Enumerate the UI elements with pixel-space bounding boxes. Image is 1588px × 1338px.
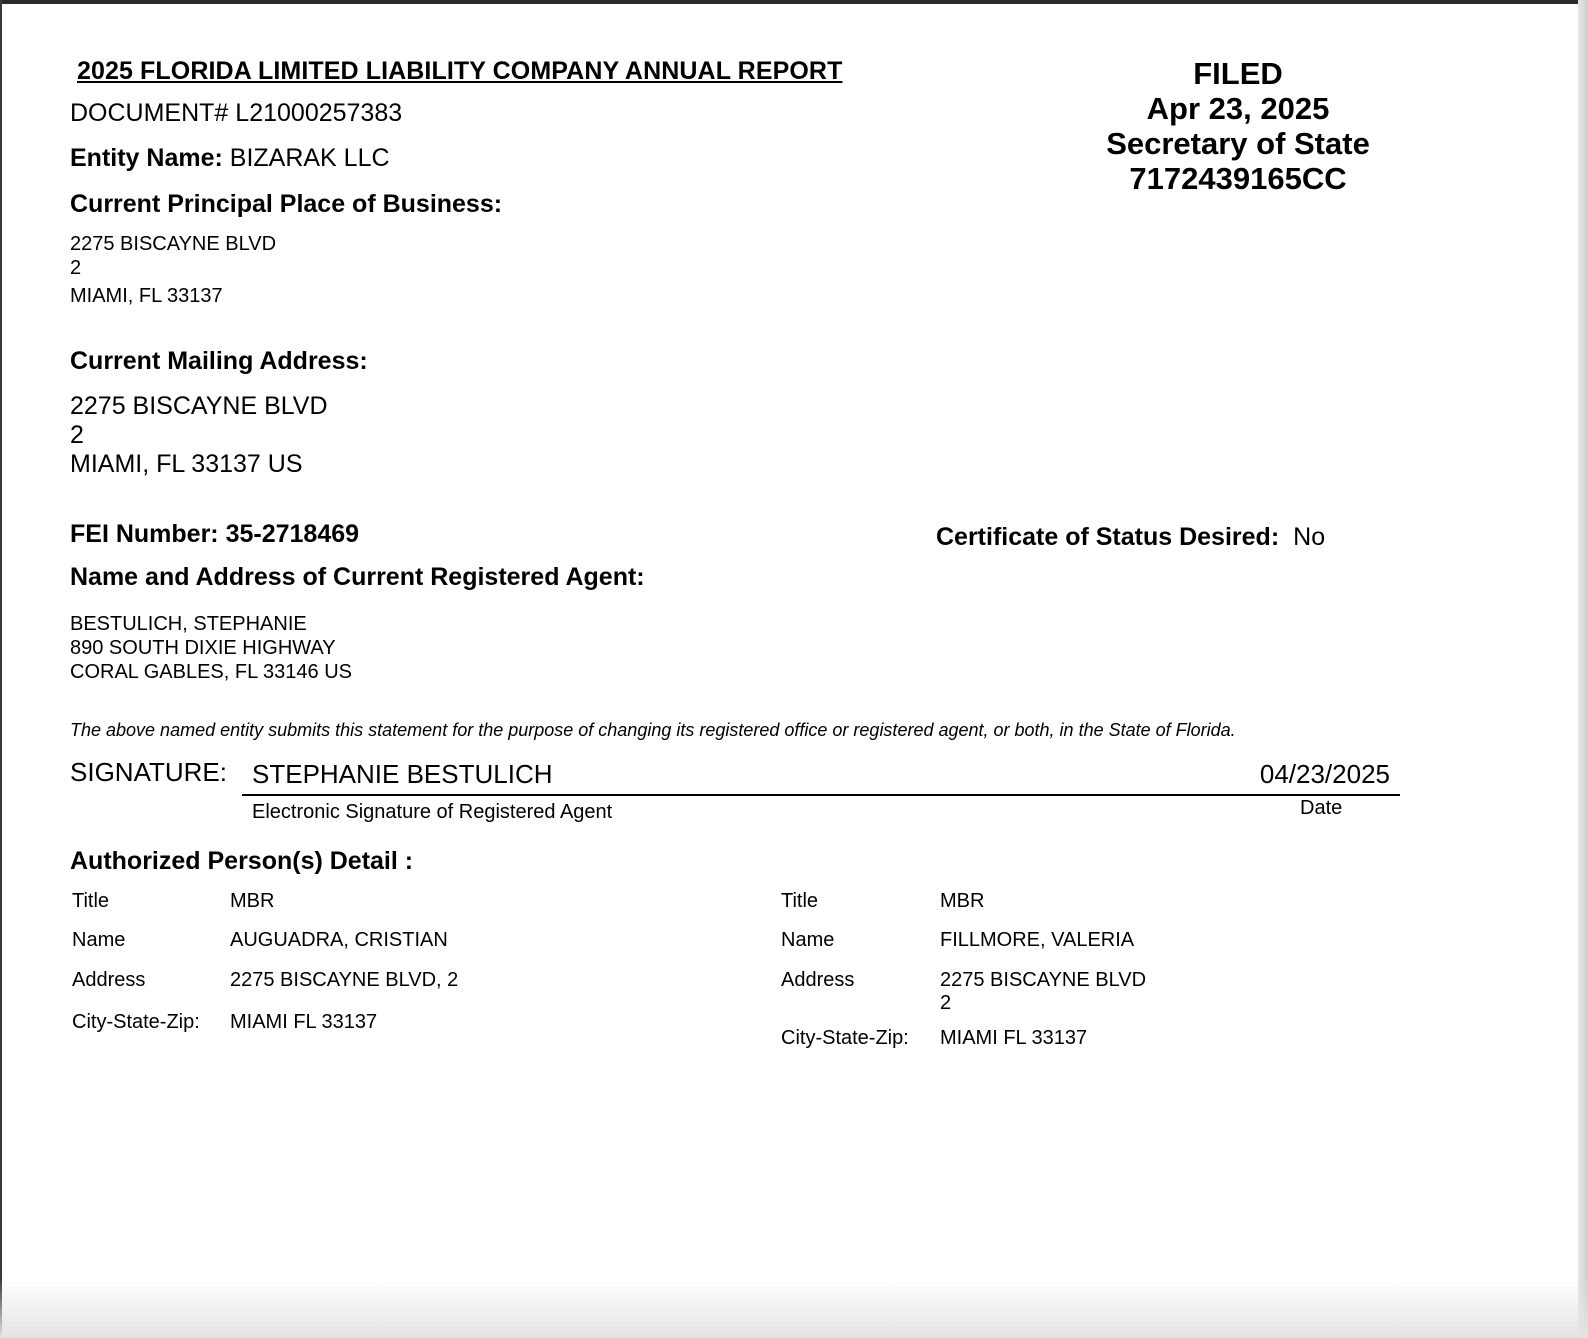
- entity-label: Entity Name:: [70, 144, 230, 172]
- date-caption: Date: [1300, 797, 1343, 819]
- principal-line-2: 2: [70, 257, 82, 279]
- name-label: Name: [781, 929, 835, 951]
- agent-street: 890 SOUTH DIXIE HIGHWAY: [70, 637, 336, 659]
- person-address-line-1: 2275 BISCAYNE BLVD: [940, 969, 1147, 991]
- person-title: MBR: [940, 890, 985, 912]
- registered-agent-label: Name and Address of Current Registered Agent:: [70, 563, 645, 591]
- filed-stamp: [1088, 56, 1388, 196]
- person-city: MIAMI FL 33137: [230, 1011, 378, 1033]
- address-label: Address: [781, 969, 855, 991]
- certificate-value: No: [1293, 523, 1326, 551]
- person-name: FILLMORE, VALERIA: [940, 929, 1135, 951]
- filed-office: Secretary of State: [1106, 126, 1370, 161]
- mailing-address: [70, 392, 328, 479]
- person-name: AUGUADRA, CRISTIAN: [230, 929, 448, 951]
- person-city: MIAMI FL 33137: [940, 1027, 1088, 1049]
- title-label: Title: [72, 890, 110, 912]
- address-label: Address: [72, 969, 146, 991]
- person-title: MBR: [230, 890, 275, 912]
- page-right-edge: [1578, 0, 1588, 1338]
- filed-date: Apr 23, 2025: [1146, 91, 1330, 126]
- entity-name-line: [70, 144, 390, 173]
- name-label: Name: [72, 929, 126, 951]
- report-title: 2025 FLORIDA LIMITED LIABILITY COMPANY ANNUAL REPORT: [77, 57, 843, 85]
- signature-name: STEPHANIE BESTULICH: [252, 759, 553, 789]
- person-address: 2275 BISCAYNE BLVD, 2: [230, 969, 459, 991]
- page-bottom-shadow: [0, 1278, 1588, 1338]
- entity-name: BIZARAK LLC: [229, 144, 390, 172]
- fei-line: [70, 520, 359, 549]
- page-left-border: [0, 0, 2, 1338]
- principal-place-label: Current Principal Place of Business:: [70, 190, 503, 218]
- certificate-label: Certificate of Status Desired:: [936, 523, 1280, 551]
- fei-label: FEI Number:: [70, 520, 226, 548]
- registered-agent-address: [70, 612, 352, 684]
- agent-city: CORAL GABLES, FL 33146 US: [70, 661, 352, 683]
- title-label: Title: [781, 890, 819, 912]
- filed-status: FILED: [1193, 56, 1283, 91]
- document-number-line: [70, 99, 402, 128]
- mailing-line-2: 2: [70, 421, 84, 449]
- page-top-border: [0, 0, 1588, 4]
- person-address-line-2: 2: [940, 992, 952, 1014]
- mailing-address-label: Current Mailing Address:: [70, 347, 368, 375]
- mailing-line-3: MIAMI, FL 33137 US: [70, 450, 303, 478]
- principal-place-address: [70, 232, 276, 308]
- signature-caption: Electronic Signature of Registered Agent: [252, 801, 613, 823]
- signature-label: SIGNATURE:: [70, 757, 227, 787]
- document-number: L21000257383: [235, 99, 403, 127]
- signature-date: 04/23/2025: [1259, 759, 1390, 789]
- document-label: DOCUMENT#: [70, 99, 236, 127]
- signature-line: [242, 794, 1400, 796]
- city-label: City-State-Zip:: [72, 1011, 200, 1033]
- authorized-persons-heading: Authorized Person(s) Detail :: [70, 847, 414, 875]
- principal-line-1: 2275 BISCAYNE BLVD: [70, 233, 277, 255]
- agent-name: BESTULICH, STEPHANIE: [70, 613, 307, 635]
- mailing-line-1: 2275 BISCAYNE BLVD: [70, 392, 328, 420]
- certificate-status-line: [936, 523, 1325, 552]
- city-label: City-State-Zip:: [781, 1027, 909, 1049]
- principal-line-3: MIAMI, FL 33137: [70, 285, 223, 307]
- filed-number: 7172439165CC: [1129, 161, 1347, 196]
- fei-value: 35-2718469: [225, 520, 360, 548]
- statement-text: The above named entity submits this statement for the purpose of changing its registered office or registered agent, or both, in the State of Florida.: [70, 720, 1236, 740]
